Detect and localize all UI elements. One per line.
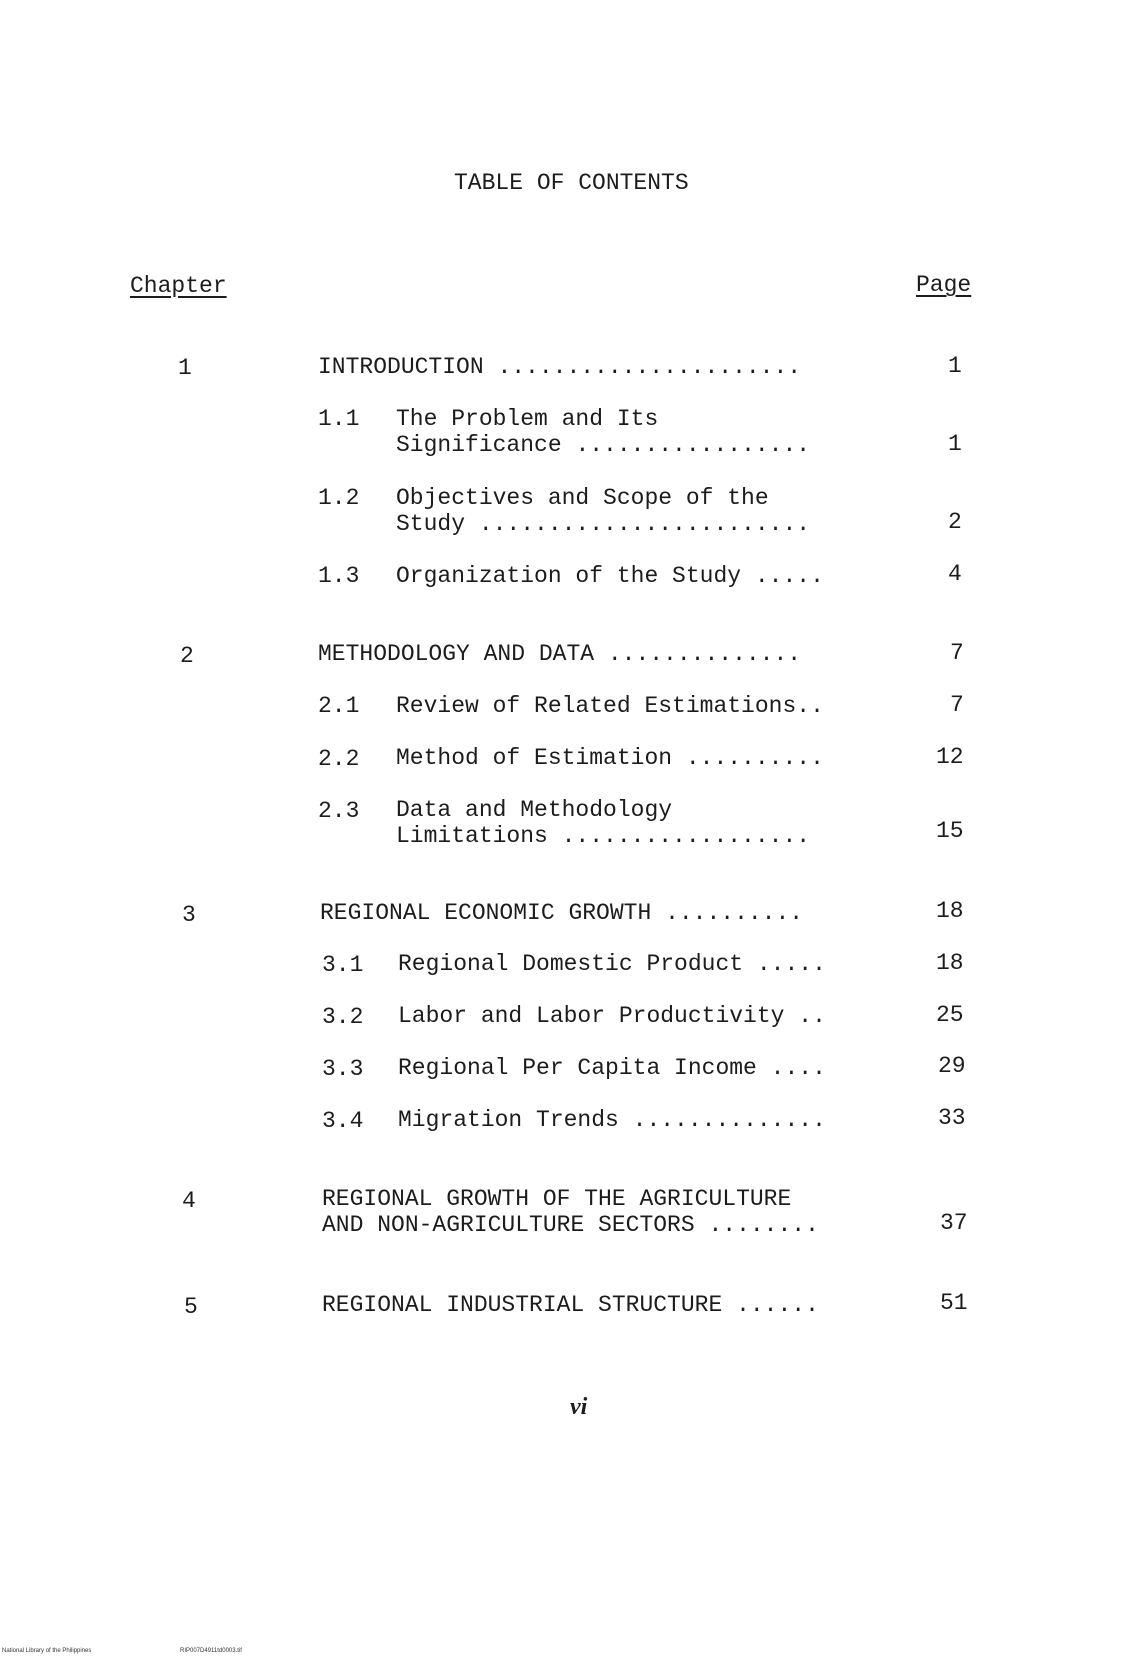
- page-number: 18: [936, 950, 964, 976]
- section-number: 1.3: [318, 563, 360, 589]
- section-title: Labor and Labor Productivity ..: [398, 1003, 826, 1029]
- chapter-title: METHODOLOGY AND DATA ..............: [318, 641, 802, 667]
- chapter-title: REGIONAL INDUSTRIAL STRUCTURE ......: [322, 1292, 819, 1318]
- section-title-line: The Problem and Its: [396, 406, 659, 432]
- chapter-number: 3: [182, 902, 196, 928]
- page-number: 15: [936, 818, 964, 844]
- page-folio: vi: [570, 1394, 588, 1420]
- page-number: 33: [938, 1105, 966, 1131]
- page-number: 12: [936, 744, 964, 770]
- footer-filename: RIP007D4911td0003.tif: [180, 1648, 242, 1654]
- section-number: 3.4: [322, 1108, 364, 1134]
- section-number: 3.3: [322, 1056, 364, 1082]
- section-number: 3.2: [322, 1004, 364, 1030]
- section-number: 3.1: [322, 952, 364, 978]
- page-number: 7: [950, 692, 964, 718]
- page-number: 37: [940, 1210, 968, 1236]
- section-title: Migration Trends ..............: [398, 1107, 826, 1133]
- section-number: 2.1: [318, 693, 360, 719]
- page-number: 7: [950, 640, 964, 666]
- section-title: Review of Related Estimations..: [396, 693, 824, 719]
- footer-source: National Library of the Philippines: [2, 1648, 92, 1654]
- section-number: 2.2: [318, 746, 360, 772]
- section-title-line: Objectives and Scope of the: [396, 485, 769, 511]
- chapter-title: REGIONAL ECONOMIC GROWTH ..........: [320, 900, 804, 926]
- section-number: 1.1: [318, 406, 360, 432]
- page-number: 29: [938, 1053, 966, 1079]
- section-title: Regional Per Capita Income ....: [398, 1055, 826, 1081]
- section-title: Organization of the Study .....: [396, 563, 824, 589]
- section-number: 2.3: [318, 798, 360, 824]
- chapter-title-line: AND NON-AGRICULTURE SECTORS ........: [322, 1212, 819, 1238]
- chapter-number: 1: [178, 355, 192, 381]
- section-number: 1.2: [318, 485, 360, 511]
- section-title-line: Study ........................: [396, 511, 811, 537]
- page-number: 1: [948, 353, 962, 379]
- chapter-number: 5: [184, 1294, 198, 1320]
- section-title-line: Significance .................: [396, 432, 811, 458]
- page-number: 25: [936, 1002, 964, 1028]
- chapter-title-line: REGIONAL GROWTH OF THE AGRICULTURE: [322, 1186, 792, 1212]
- page-number: 4: [948, 561, 962, 587]
- chapter-column-header: Chapter: [130, 273, 227, 299]
- page-number: 18: [936, 898, 964, 924]
- chapter-number: 4: [182, 1188, 196, 1214]
- page-number: 51: [940, 1290, 968, 1316]
- page-column-header: Page: [916, 272, 972, 298]
- section-title-line: Data and Methodology: [396, 797, 673, 823]
- section-title: Method of Estimation ..........: [396, 745, 824, 771]
- toc-title: TABLE OF CONTENTS: [454, 170, 689, 196]
- page-number: 2: [948, 509, 962, 535]
- chapter-number: 2: [180, 643, 194, 669]
- section-title: Regional Domestic Product .....: [398, 951, 826, 977]
- section-title-line: Limitations ..................: [396, 823, 811, 849]
- page-number: 1: [948, 431, 962, 457]
- chapter-title: INTRODUCTION ......................: [318, 354, 802, 380]
